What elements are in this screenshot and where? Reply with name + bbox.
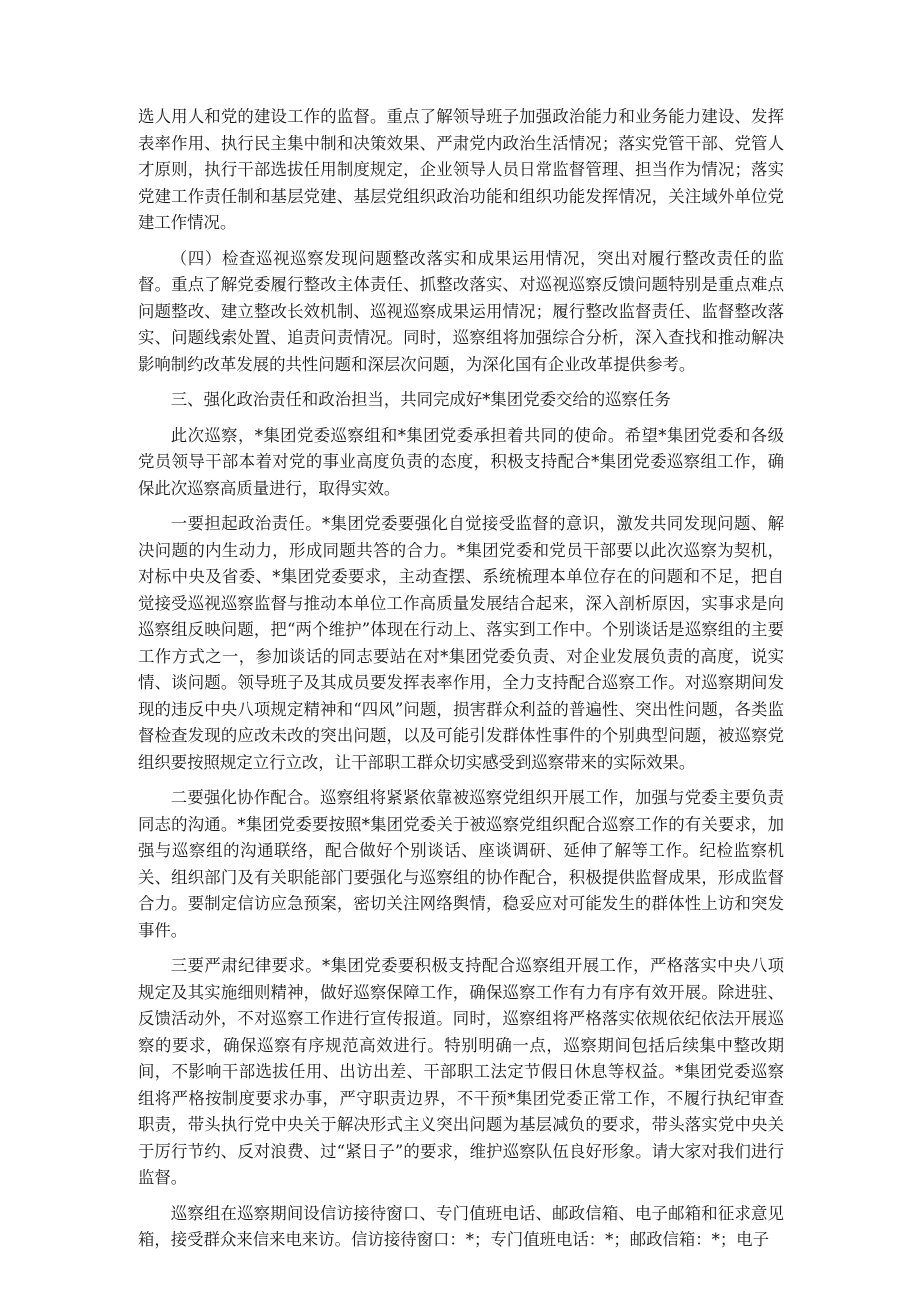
paragraph-discipline: 三要严肃纪律要求。*集团党委要积极支持配合巡察组开展工作，严格落实中央八项规定及其实施细则精神，做好巡察保障工作，确保巡察工作有力有序有效开展。除进驻、反馈活动外，不对巡察工作进行宣传报道。同时，巡察组将严格落实依规依纪依法开展巡察的要求，确保巡察有序规范高效进行。特别明确一点，巡察期间包括后续集中整改期间，不影响干部选拔任用、出访出差、干部职工法定节假日休息等权益。*集团党委巡察组将严格按制度要求办事，严守职责边界，不干预*集团党委正常工作，不履行执纪审查职责，带头执行党中央关于解决形式主义突出问题为基层减负的要求，带头落实党中央关于厉行节约、反对浪费、过“紧日子”的要求，维护巡察队伍良好形象。请大家对我们进行监督。 xyxy=(138,956,784,1187)
paragraph-cooperation: 二要强化协作配合。巡察组将紧紧依靠被巡察党组织开展工作，加强与党委主要负责同志的沟通。*集团党委要按照*集团党委关于被巡察党组织配合巡察工作的有关要求，加强与巡察组的沟通联络，配合做好个别谈话、座谈调研、延伸了解等工作。纪检监察机关、组织部门及有关职能部门要强化与巡察组的协作配合，积极提供监督成果，形成监督合力。要制定信访应急预案，密切关注网络舆情，稳妥应对可能发生的群体性上访和突发事件。 xyxy=(138,788,784,940)
paragraph-section-four: （四）检查巡视巡察发现问题整改落实和成果运用情况，突出对履行整改责任的监督。重点了解党委履行整改主体责任、抓整改落实、对巡视巡察反馈问题特别是重点难点问题整改、建立整改长效机制、巡视巡察成果运用情况；履行整改监督责任、监督整改落实、问题线索处置、追责问责情况。同时，巡察组将加强综合分析，深入查找和推动解决影响制约改革发展的共性问题和深层次问题，为深化国有企业改革提供参考。 xyxy=(138,248,784,374)
section-heading-three: 三、强化政治责任和政治担当，共同完成好*集团党委交给的巡察任务 xyxy=(170,390,671,409)
document-body xyxy=(138,104,784,1263)
paragraph-political-responsibility: 一要担起政治责任。*集团党委要强化自觉接受监督的意识，激发共同发现问题、解决问题的内生动力，形成同题共答的合力。*集团党委和党员干部要以此次巡察为契机，对标中央及省委、*集团党委要求，主动查摆、系统梳理本单位存在的问题和不足，把自觉接受巡视巡察监督与推动本单位工作高质量发展结合起来，深入剖析原因，实事求是向巡察组反映问题，把“两个维护”体现在行动上、落实到工作中。个别谈话是巡察组的主要工作方式之一，参加谈话的同志要站在对*集团党委负责、对企业发展负责的高度，说实情、谈问题。领导班子及其成员要发挥表率作用，全力支持配合巡察工作。对巡察期间发现的违反中央八项规定精神和“四风”问题，损害群众利益的普遍性、突出性问题，各类监督检查发现的应改未改的突出问题，以及可能引发群体性事件的个别典型问题，被巡察党组织要按照规定立行立改，让干部职工群众切实感受到巡察带来的实际效果。 xyxy=(138,514,784,772)
paragraph-mission: 此次巡察，*集团党委巡察组和*集团党委承担着共同的使命。希望*集团党委和各级党员领导干部本着对党的事业高度负责的态度，积极支持配合*集团党委巡察组工作，确保此次巡察高质量进行，取得实效。 xyxy=(138,425,784,498)
paragraph-contact-info: 巡察组在巡察期间设信访接待窗口、专门值班电话、邮政信箱、电子邮箱和征求意见箱，接受群众来信来电来访。信访接待窗口：*；专门值班电话：*；邮政信箱：*；电子 xyxy=(138,1203,784,1249)
paragraph-continued-supervision: 选人用人和党的建设工作的监督。重点了解领导班子加强政治能力和业务能力建设、发挥表率作用、执行民主集中制和决策效果、严肃党内政治生活情况；落实党管干部、党管人才原则，执行干部选拔任用制度规定，企业领导人员日常监督管理、担当作为情况；落实党建工作责任制和基层党建、基层党组织政治功能和组织功能发挥情况，关注域外单位党建工作情况。 xyxy=(138,107,784,232)
